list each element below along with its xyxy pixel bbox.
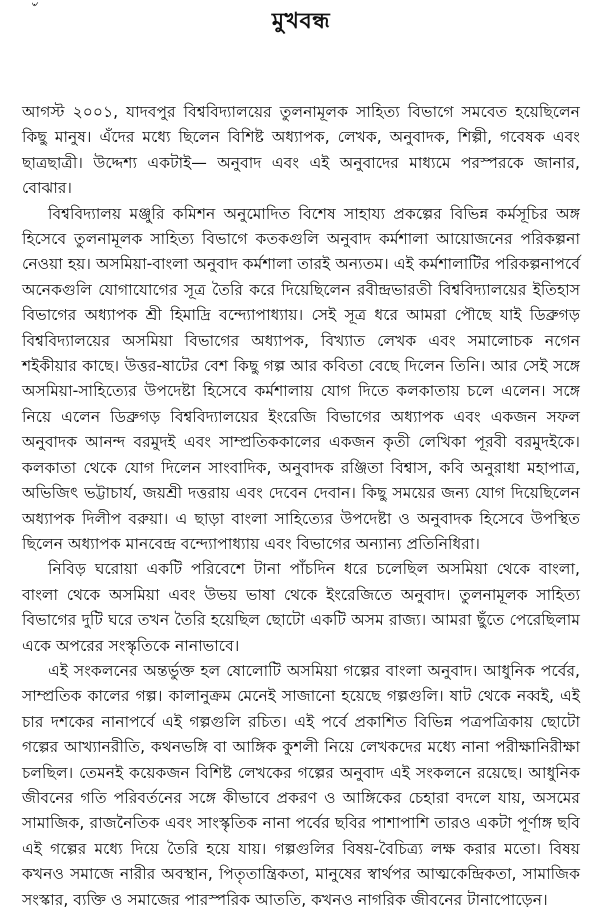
paragraph-1: আগস্ট ২০০১, যাদবপুর বিশ্ববিদ্যালয়ের তুলনামূলক সাহিত্য বিভাগে সমবেত হয়েছিলেন কিছু মানুষ। এঁদের মধ্যে ছিলেন বিশিষ্ট অধ্যাপক, লেখক, অনুবাদক, শিল্পী, গবেষক এবং ছাত্রছাত্রী। উদ্দেশ্য একটাই— অনুবাদ এবং এই অনুবাদের মাধ্যমে পরস্পরকে জানার, বোঝার। — [22, 103, 580, 198]
page-title: মুখবন্ধ — [271, 9, 331, 34]
paragraph-4: এই সংকলনের অন্তর্ভুক্ত হল ষোলোটি অসমিয়া গল্পের বাংলা অনুবাদ। আধুনিক পর্বের, সাম্প্রতিক কালের গল্প। কালানুক্রম মেনেই সাজানো হয়েছে গল্পগুলি। ষাট থেকে নব্বই, এই চার দশকের নানাপর্বে এই গল্পগুলি রচিত। এই পর্বে প্রকাশিত বিভিন্ন পত্রপত্রিকায় ছোটো গল্পের আখ্যানরীতি, কথনভঙ্গি বা আঙ্গিক কুশলী নিয়ে লেখকদের মধ্যে নানা পরীক্ষানিরীক্ষা চলছিল। তেমনই কয়েকজন বিশিষ্ট লেখকের গল্পের অনুবাদ এই সংকলনে রয়েছে। আধুনিক জীবনের গতি পরিবর্তনের সঙ্গে কীভাবে প্রকরণ ও আঙ্গিকের চেহারা বদলে যায়, অসমের সামাজিক, রাজনৈতিক এবং সাংস্কৃতিক নানা পর্বের ছবির পাশাপাশি তারও একটা পূর্ণাঙ্গ ছবি এই গল্পের মধ্যে দিয়ে তৈরি হয়ে যায়। গল্পগুলির বিষয়-বৈচিত্র্য লক্ষ করার মতো। বিষয় কখনও সমাজে নারীর অবস্থান, পিতৃতান্ত্রিকতা, মানুষের স্বার্থপর আত্মকেন্দ্রিকতা, সামাজিক সংস্কার, ব্যক্তি ও সমাজের পারস্পরিক আততি, কখনও নাগরিক জীবনের টানাপোড়েন। — [22, 661, 580, 909]
body-text — [22, 100, 580, 913]
paragraph-2: বিশ্ববিদ্যালয় মঞ্জুরি কমিশন অনুমোদিত বিশেষ সাহায্য প্রকল্পের বিভিন্ন কর্মসূচির অঙ্গ হিসেবে তুলনামূলক সাহিত্য বিভাগে কতকগুলি অনুবাদ কর্মশালা আয়োজনের পরিকল্পনা নেওয়া হয়। অসমিয়া-বাংলা অনুবাদ কর্মশালা তারই অন্যতম। এই কর্মশালাটির পরিকল্পনাপর্বে অনেকগুলি যোগাযোগের সূত্র তৈরি করে দিয়েছিলেন রবীন্দ্রভারতী বিশ্ববিদ্যালয়ের ইতিহাস বিভাগের অধ্যাপক শ্রী হিমাদ্রি বন্দ্যোপাধ্যায়। সেই সূত্র ধরে আমরা পৌছে যাই ডিব্রুগড় বিশ্ববিদ্যালয়ের অসমিয়া বিভাগের অধ্যাপক, বিখ্যাত লেখক এবং সমালোচক নগেন শইকীয়ার কাছে। উত্তর-ষাটের বেশ কিছু গল্প আর কবিতা বেছে দিলেন তিনি। আর সেই সঙ্গে অসমিয়া-সাহিত্যের উপদেষ্টা হিসেবে কর্মশালায় যোগ দিতে কলকাতায় চলে এলেন। সঙ্গে নিয়ে এলেন ডিব্রুগড় বিশ্ববিদ্যালয়ের ইংরেজি বিভাগের অধ্যাপক এবং একজন সফল অনুবাদক আনন্দ বরমুদই এবং সাম্প্রতিককালের একজন কৃতী লেখিকা পূরবী বরমুদইকে। কলকাতা থেকে যোগ দিলেন সাংবাদিক, অনুবাদক রঞ্জিতা বিশ্বাস, কবি অনুরাধা মহাপাত্র, অভিজিৎ ভট্টাচার্য, জয়শ্রী দত্তরায় এবং দেবেন দেবান। কিছু সময়ের জন্য যোগ দিয়েছিলেন অধ্যাপক দিলীপ বরুয়া। এ ছাড়া বাংলা সাহিত্যের উপদেষ্টা ও অনুবাদক হিসেবে উপস্থিত ছিলেন অধ্যাপক মানবেন্দ্র বন্দ্যোপাধ্যায় এবং বিভাগের অন্যান্য প্রতিনিধিরা। — [22, 204, 580, 553]
corner-mark: ৺ — [30, 0, 38, 13]
paragraph-3: নিবিড় ঘরোয়া একটি পরিবেশে টানা পাঁচদিন ধরে চলেছিল অসমিয়া থেকে বাংলা, বাংলা থেকে অসমিয়া এবং উভয় ভাষা থেকে ইংরেজিতে অনুবাদ। তুলনামূলক সাহিত্য বিভাগের দুটি ঘরে তখন তৈরি হয়েছিল ছোটো একটি অসম রাজ্য। আমরা ছুঁতে পেরেছিলাম একে অপরের সংস্কৃতিকে নানাভাবে। — [22, 560, 580, 655]
